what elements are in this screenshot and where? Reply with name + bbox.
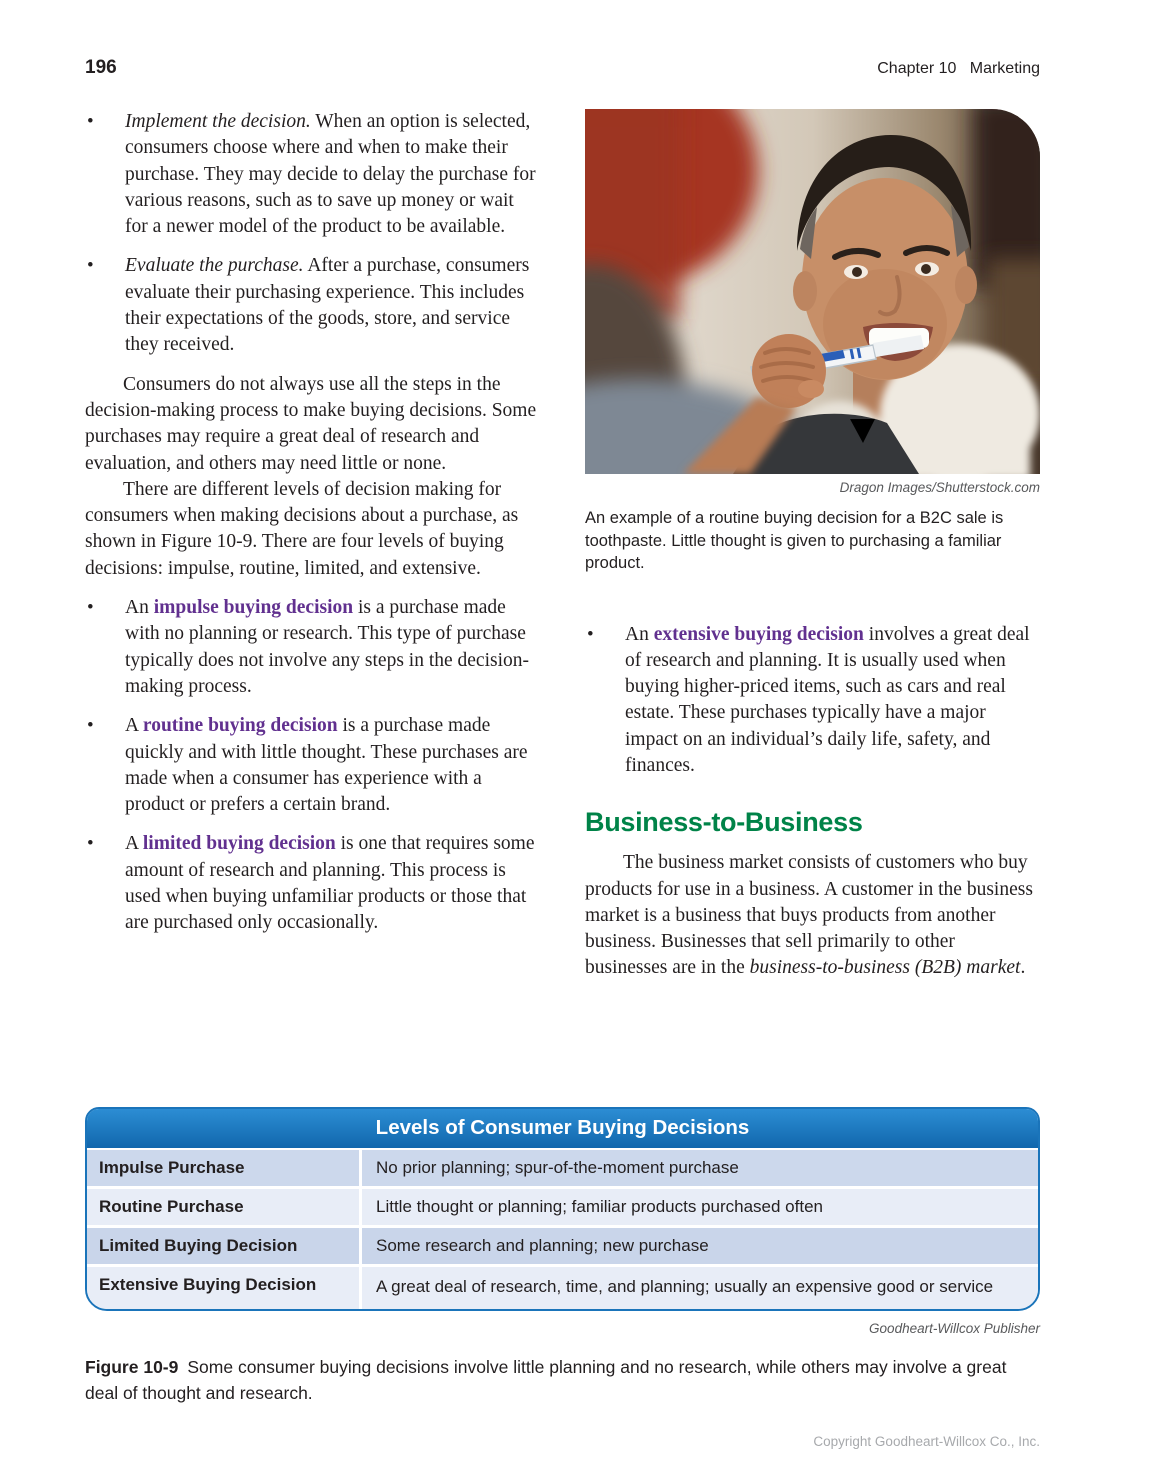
bullet-lead: Implement the decision. — [125, 111, 311, 132]
right-column — [585, 109, 1040, 1107]
key-term-routine: routine buying decision — [142, 715, 338, 737]
paragraph: Consumers do not always use all the steps in the decision-making process to make buying decisions. Some purchases may require a great deal of research and evaluation, and others may need little or none. — [85, 373, 537, 474]
key-term-extensive: extensive buying decision — [653, 623, 864, 645]
list-item-implement — [85, 109, 540, 240]
photo-man-brushing-teeth — [585, 109, 1040, 474]
list-item-impulse — [85, 595, 540, 700]
table-cell-label: Limited Buying Decision — [87, 1228, 359, 1264]
page-number: 196 — [85, 57, 117, 78]
table-title: Levels of Consumer Buying Decisions — [87, 1109, 1038, 1148]
italic-term-b2b-market: business-to-business (B2B) market — [749, 957, 1021, 979]
table-cell-text: Little thought or planning; familiar products purchased often — [376, 1197, 823, 1216]
figure-caption-label: Figure 10-9 — [85, 1357, 179, 1377]
copyright-notice: Copyright Goodheart-Willcox Co., Inc. — [813, 1434, 1040, 1449]
key-term-impulse: impulse buying decision — [153, 597, 354, 619]
bullet-text: An — [125, 597, 154, 619]
left-column — [85, 109, 540, 1107]
bullet-lead: Evaluate the purchase. — [125, 255, 304, 277]
table-cell-desc — [359, 1150, 1038, 1186]
table-cell-label: Impulse Purchase — [87, 1150, 359, 1186]
bullet-icon — [87, 595, 94, 621]
list-item-limited — [85, 831, 540, 936]
bullet-icon — [87, 831, 94, 857]
figure-table-buying-decisions — [85, 1107, 1040, 1311]
table-cell-label: Routine Purchase — [87, 1189, 359, 1225]
table-cell-label: Extensive Buying Decision — [87, 1267, 359, 1309]
list-item-evaluate — [85, 253, 540, 358]
list-item-routine — [85, 713, 540, 818]
table-row — [87, 1148, 1038, 1186]
table-cell-text: Some research and planning; new purchase — [376, 1236, 709, 1255]
paragraph-text: The business market consists of customers who buy products for use in a business. A customer in the business market is a business that buys products from another business. Businesses that sell primarily to other businesses are in the — [585, 852, 1033, 979]
bullet-icon — [587, 622, 594, 648]
paragraph-b2b — [585, 850, 1040, 981]
section-heading-business-to-business: Business-to-Business — [585, 807, 863, 838]
bullet-text: A — [125, 715, 143, 737]
table-cell-desc — [359, 1267, 1038, 1309]
photo-credit: Dragon Images/Shutterstock.com — [839, 480, 1040, 495]
bullet-text: is a purchase made with no planning or research. This type of purchase typically does not involve any steps in the decision-making process. — [125, 597, 530, 697]
table-cell-text: No prior planning; spur-of-the-moment purchase — [376, 1158, 739, 1177]
key-term-limited: limited buying decision — [142, 833, 336, 855]
table-row — [87, 1264, 1038, 1309]
bullet-icon — [87, 253, 94, 279]
bullet-text: When an option is selected, consumers choose where and when to make their purchase. They may decide to delay the purchase for various reasons, such as to save up money or wait for a newer model of the product to be available. — [125, 111, 536, 238]
list-item-extensive — [585, 622, 1040, 780]
bullet-icon — [87, 713, 94, 739]
chapter-header: Chapter 10 Marketing — [877, 60, 1040, 77]
figure-caption — [85, 1354, 1040, 1406]
bullet-text: A — [125, 833, 143, 855]
bullet-text: is one that requires some amount of research and planning. This process is used when buying unfamiliar products or those that are purchased only occasionally. — [125, 833, 535, 934]
photo-caption: An example of a routine buying decision for a B2C sale is toothpaste. Little thought is given to purchasing a familiar product. — [585, 509, 1004, 572]
table-row — [87, 1225, 1038, 1264]
bullet-text: involves a great deal of research and planning. It is usually used when buying higher-priced items, such as cars and real estate. These purchases typically have a major impact on an individual’s daily life, safety, and finances. — [625, 623, 1030, 776]
bullet-text: is a purchase made quickly and with little thought. These purchases are made when a consumer has experience with a product or prefers a certain brand. — [125, 715, 528, 816]
bullet-icon — [87, 109, 94, 135]
table-source-credit: Goodheart-Willcox Publisher — [869, 1321, 1040, 1336]
table-row — [87, 1186, 1038, 1225]
table-cell-desc — [359, 1228, 1038, 1264]
paragraph-text: . — [1020, 957, 1026, 979]
bullet-text: An — [625, 623, 654, 645]
figure-caption-text: Some consumer buying decisions involve little planning and no research, while others may involve a great deal of thought and research. — [85, 1357, 1007, 1403]
bullet-text: After a purchase, consumers evaluate their purchasing experience. This includes their expectations of the goods, store, and service they received. — [125, 255, 530, 356]
running-head — [85, 57, 1040, 79]
table-cell-text: A great deal of research, time, and planning; usually an expensive good or service — [376, 1277, 994, 1296]
paragraph: There are different levels of decision making for consumers when making decisions about a purchase, as shown in Figure 10-9. There are four levels of buying decisions: impulse, routine, limited, and extensive. — [85, 478, 519, 579]
table-cell-desc — [359, 1189, 1038, 1225]
